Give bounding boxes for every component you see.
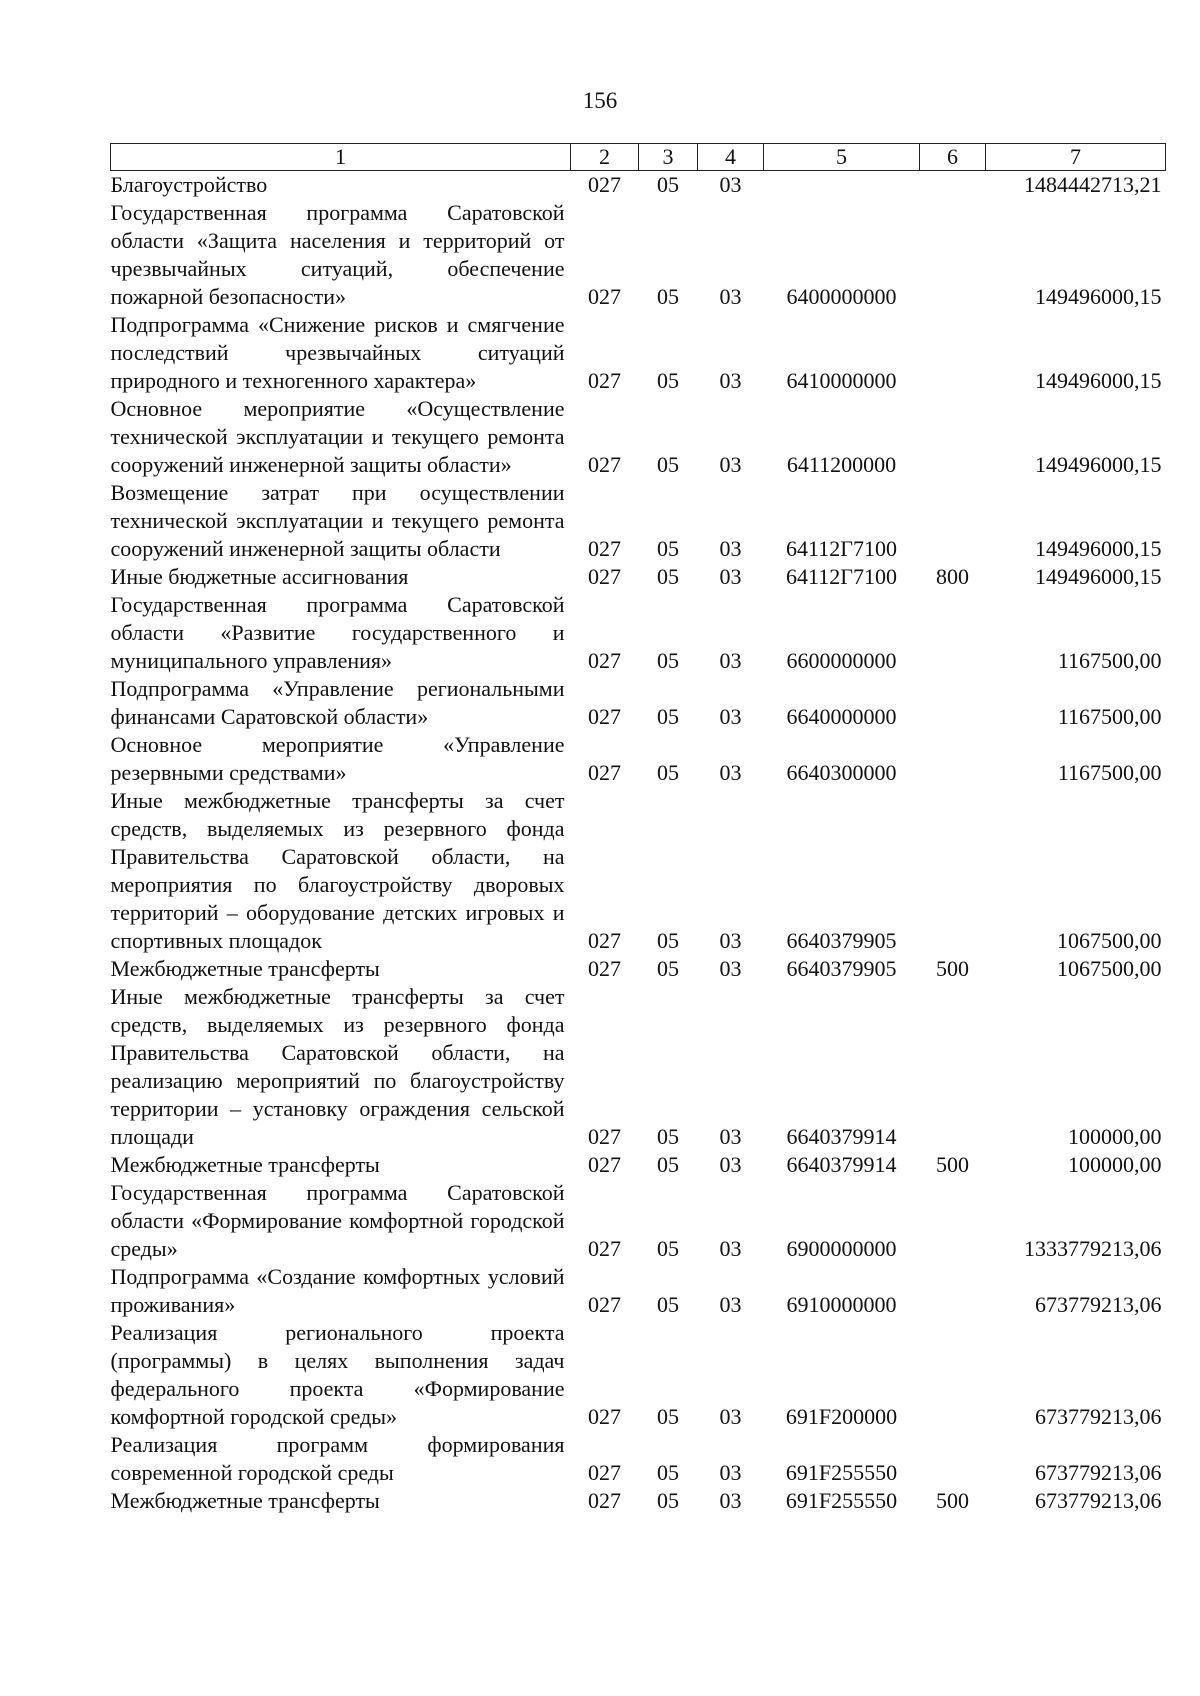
- row-code-4: 03: [719, 1488, 742, 1513]
- row-code-3: 05: [657, 648, 679, 673]
- table-row: [111, 591, 1166, 675]
- row-code-4: 03: [719, 1460, 742, 1485]
- table-row: [111, 1431, 1166, 1487]
- row-amount: 100000,00: [1068, 1124, 1162, 1149]
- row-code-5: 64112Г7100: [786, 536, 897, 561]
- row-code-4: 03: [719, 1404, 742, 1429]
- row-name: Межбюджетные трансферты: [110, 1488, 380, 1513]
- row-code-5: 6411200000: [786, 452, 897, 477]
- row-code-2: 027: [588, 704, 621, 729]
- row-code-3: 05: [657, 284, 679, 309]
- column-header-3: 3: [639, 144, 698, 171]
- row-code-6: [920, 731, 986, 787]
- row-code-3: 05: [657, 172, 679, 197]
- row-code-5: 6600000000: [786, 648, 897, 673]
- row-code-6: [920, 395, 986, 479]
- row-amount: 149496000,15: [1035, 284, 1162, 309]
- column-header-1: 1: [111, 144, 571, 171]
- row-amount: 673779213,06: [1035, 1292, 1162, 1317]
- row-code-3: 05: [657, 1152, 679, 1177]
- column-header-4: 4: [698, 144, 764, 171]
- row-code-3: 05: [657, 1488, 679, 1513]
- row-code-2: 027: [588, 760, 621, 785]
- row-name: Основное мероприятие «Осуществление технической эксплуатации и текущего ремонта сооружений инженерной защиты области»: [110, 396, 565, 477]
- row-amount: 1167500,00: [1057, 760, 1162, 785]
- row-code-5: 6640000000: [786, 704, 897, 729]
- row-code-6: [920, 1263, 986, 1319]
- row-code-2: 027: [588, 368, 621, 393]
- row-name: Подпрограмма «Управление региональными финансами Саратовской области»: [110, 676, 565, 729]
- row-name: Государственная программа Саратовской области «Формирование комфортной городской среды»: [110, 1180, 565, 1261]
- row-code-3: 05: [657, 1292, 679, 1317]
- row-name: Реализация регионального проекта (программы) в целях выполнения задач федерального проекта «Формирование комфортной городской среды»: [110, 1320, 565, 1429]
- row-code-2: 027: [588, 536, 621, 561]
- table-row: [111, 563, 1166, 591]
- row-code-2: 027: [588, 1152, 621, 1177]
- table-row: [111, 395, 1166, 479]
- row-code-5: 6410000000: [786, 368, 897, 393]
- row-code-6: [920, 591, 986, 675]
- row-code-4: 03: [719, 452, 742, 477]
- table-row: [111, 1487, 1166, 1515]
- row-code-2: 027: [588, 1124, 621, 1149]
- row-name: Благоустройство: [110, 172, 268, 197]
- row-amount: 1484442713,21: [1024, 172, 1162, 197]
- row-code-2: 027: [588, 172, 621, 197]
- row-code-4: 03: [719, 1292, 742, 1317]
- row-name: Возмещение затрат при осуществлении технической эксплуатации и текущего ремонта сооружений инженерной защиты области: [110, 480, 565, 561]
- column-header-5: 5: [764, 144, 920, 171]
- row-code-2: 027: [588, 564, 621, 589]
- row-name: Иные бюджетные ассигнования: [110, 564, 409, 589]
- row-code-4: 03: [719, 760, 742, 785]
- row-code-5: [764, 171, 920, 200]
- row-code-5: 6640379914: [786, 1152, 897, 1177]
- column-header-6: 6: [920, 144, 986, 171]
- row-code-6: 500: [936, 1488, 969, 1513]
- row-code-2: 027: [588, 1236, 621, 1261]
- row-code-3: 05: [657, 452, 679, 477]
- row-code-3: 05: [657, 928, 679, 953]
- row-code-3: 05: [657, 368, 679, 393]
- row-amount: 100000,00: [1068, 1152, 1162, 1177]
- row-code-6: [920, 1431, 986, 1487]
- row-amount: 149496000,15: [1035, 536, 1162, 561]
- row-code-4: 03: [719, 536, 742, 561]
- row-name: Государственная программа Саратовской области «Защита населения и территорий от чрезвычайных ситуаций, обеспечение пожарной безопасности»: [110, 200, 565, 309]
- row-code-6: [920, 983, 986, 1151]
- row-amount: 149496000,15: [1035, 368, 1162, 393]
- row-name: Реализация программ формирования современной городской среды: [110, 1432, 565, 1485]
- row-code-2: 027: [588, 1292, 621, 1317]
- row-code-5: 6910000000: [786, 1292, 897, 1317]
- row-code-4: 03: [719, 956, 742, 981]
- row-name: Государственная программа Саратовской области «Развитие государственного и муниципального управления»: [110, 592, 565, 673]
- row-code-6: [920, 479, 986, 563]
- row-amount: 149496000,15: [1035, 564, 1162, 589]
- row-code-5: 64112Г7100: [786, 564, 897, 589]
- row-code-2: 027: [588, 452, 621, 477]
- table-row: [111, 1319, 1166, 1431]
- row-amount: 1167500,00: [1057, 704, 1162, 729]
- column-header-7: 7: [986, 144, 1166, 171]
- row-name: Подпрограмма «Создание комфортных условий проживания»: [110, 1264, 565, 1317]
- row-code-4: 03: [719, 1236, 742, 1261]
- row-code-2: 027: [588, 1404, 621, 1429]
- row-amount: 1333779213,06: [1024, 1236, 1162, 1261]
- table-row: [111, 311, 1166, 395]
- table-row: [111, 1151, 1166, 1179]
- row-code-6: 800: [936, 564, 969, 589]
- row-code-4: 03: [719, 1124, 742, 1149]
- row-code-6: 500: [936, 1152, 969, 1177]
- row-code-3: 05: [657, 1460, 679, 1485]
- row-code-6: [920, 199, 986, 311]
- row-code-3: 05: [657, 564, 679, 589]
- table-row: [111, 1263, 1166, 1319]
- row-code-2: 027: [588, 1460, 621, 1485]
- header-row: [111, 144, 1166, 171]
- table-row: [111, 983, 1166, 1151]
- row-code-4: 03: [719, 172, 742, 197]
- page-number: 156: [582, 88, 618, 113]
- budget-table: [110, 143, 1166, 1515]
- row-code-2: 027: [588, 648, 621, 673]
- column-header-2: 2: [571, 144, 639, 171]
- row-code-3: 05: [657, 536, 679, 561]
- table-row: [111, 1179, 1166, 1263]
- row-code-3: 05: [657, 1124, 679, 1149]
- row-code-5: 6640300000: [786, 760, 897, 785]
- row-code-6: [920, 311, 986, 395]
- table-row: [111, 479, 1166, 563]
- row-code-2: 027: [588, 284, 621, 309]
- row-amount: 673779213,06: [1035, 1404, 1162, 1429]
- row-code-6: 500: [936, 956, 969, 981]
- row-code-5: 691F200000: [785, 1404, 898, 1429]
- row-code-5: 691F255550: [785, 1460, 898, 1485]
- row-code-5: 6400000000: [786, 284, 897, 309]
- row-code-6: [920, 787, 986, 955]
- row-code-4: 03: [719, 648, 742, 673]
- row-code-2: 027: [588, 956, 621, 981]
- table-row: [111, 955, 1166, 983]
- table-row: [111, 731, 1166, 787]
- row-name: Иные межбюджетные трансферты за счет средств, выделяемых из резервного фонда Правительства Саратовской области, на реализацию мероприятий по благоустройству территории – установку ограждения сельской площади: [110, 984, 565, 1149]
- row-amount: 1067500,00: [1057, 928, 1162, 953]
- table-header: [111, 144, 1166, 171]
- row-code-5: 6640379914: [786, 1124, 897, 1149]
- row-code-5: 6640379905: [786, 928, 897, 953]
- row-amount: 1167500,00: [1057, 648, 1162, 673]
- table-body: [111, 171, 1166, 1516]
- row-code-3: 05: [657, 760, 679, 785]
- row-code-5: 6900000000: [786, 1236, 897, 1261]
- row-name: Межбюджетные трансферты: [110, 956, 380, 981]
- table-row: [111, 675, 1166, 731]
- row-code-2: 027: [588, 928, 621, 953]
- row-code-5: 6640379905: [786, 956, 897, 981]
- row-code-6: [920, 1319, 986, 1431]
- row-code-5: 691F255550: [785, 1488, 898, 1513]
- row-code-4: 03: [719, 928, 742, 953]
- row-code-2: 027: [588, 1488, 621, 1513]
- row-code-6: [920, 1179, 986, 1263]
- row-name: Межбюджетные трансферты: [110, 1152, 380, 1177]
- row-code-4: 03: [719, 1152, 742, 1177]
- table-row: [111, 171, 1166, 200]
- row-code-4: 03: [719, 564, 742, 589]
- row-name: Подпрограмма «Снижение рисков и смягчение последствий чрезвычайных ситуаций природного и техногенного характера»: [110, 312, 565, 393]
- row-code-4: 03: [719, 284, 742, 309]
- row-amount: 1067500,00: [1057, 956, 1162, 981]
- row-name: Основное мероприятие «Управление резервными средствами»: [110, 732, 565, 785]
- row-code-4: 03: [719, 368, 742, 393]
- row-code-6: [920, 675, 986, 731]
- row-amount: 673779213,06: [1035, 1460, 1162, 1485]
- row-amount: 149496000,15: [1035, 452, 1162, 477]
- row-code-3: 05: [657, 1404, 679, 1429]
- row-code-6: [920, 171, 986, 200]
- row-code-3: 05: [657, 1236, 679, 1261]
- row-code-3: 05: [657, 704, 679, 729]
- row-code-4: 03: [719, 704, 742, 729]
- row-name: Иные межбюджетные трансферты за счет средств, выделяемых из резервного фонда Правительства Саратовской области, на мероприятия по благоустройству дворовых территорий – оборудование детских игровых и спортивных площадок: [110, 788, 565, 953]
- row-amount: 673779213,06: [1035, 1488, 1162, 1513]
- table-row: [111, 787, 1166, 955]
- row-code-3: 05: [657, 956, 679, 981]
- table-row: [111, 199, 1166, 311]
